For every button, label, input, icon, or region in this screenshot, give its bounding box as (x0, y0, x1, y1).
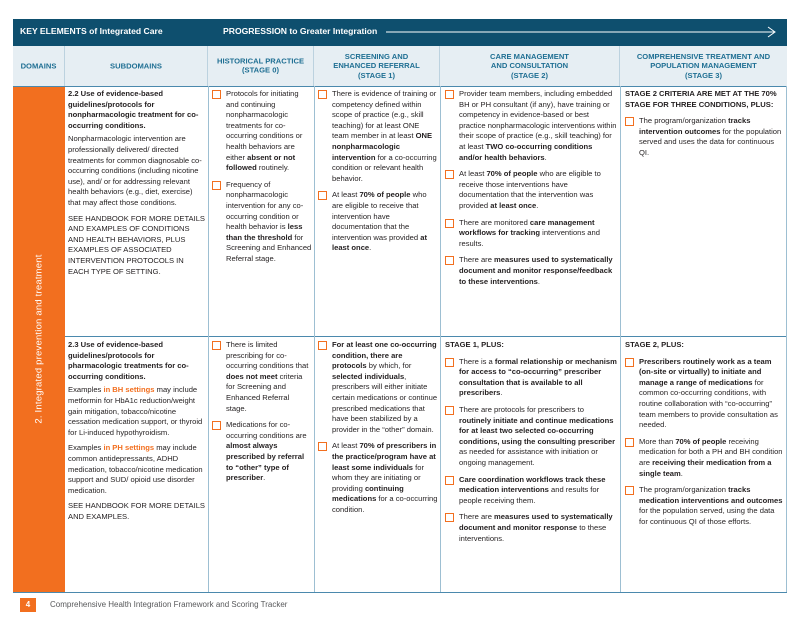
checkbox[interactable] (318, 442, 327, 451)
criterion-item: Protocols for initiating and continuing nonpharmacologic treatments for co-occurring conditions or health behaviors are either absent or not followed routinely. (212, 89, 312, 174)
subdomain-title: 2.3 Use of evidence-based guidelines/protocols for pharmacologic treatments for co-occurring conditions. (68, 340, 189, 381)
row-divider (65, 336, 787, 337)
checkbox[interactable] (212, 341, 221, 350)
checkbox[interactable] (445, 256, 454, 265)
stage3-cell-2-2 (625, 89, 784, 165)
stage0-cell-2-2 (212, 89, 312, 271)
criterion-item: For at least one co-occurring condition, there are protocols by which, for selected individuals, prescribers will either initiate certain medications or continue prescribed medications that have been stabilized by a provider in the “other” domain. (318, 340, 438, 435)
subdomain-2-2 (68, 89, 205, 282)
subdomain-title: 2.2 Use of evidence-based guidelines/protocols for nonpharmacologic treatment for co-occurring conditions. (68, 89, 199, 130)
criterion-item: There is evidence of training or competency defined within scope of practice (e.g., skill teaching) for at least ONE team member in at least ONE nonpharmacologic intervention for a co-occurring condition or relevant health behavior. (318, 89, 438, 184)
criterion-item: More than 70% of people receiving medication for both a PH and BH condition are receiving their medication from a single team. (625, 437, 784, 479)
checkbox[interactable] (212, 421, 221, 430)
page-number: 4 (20, 598, 36, 612)
stage1-cell-2-3 (318, 340, 438, 522)
subdomain-2-3 (68, 340, 205, 528)
column-divider (786, 86, 787, 592)
domain-label: 2. Integrated prevention and treatment (33, 254, 45, 424)
checkbox[interactable] (445, 170, 454, 179)
criterion-item: At least 70% of people who are eligible to receive that intervention have documentation that the intervention was provided at least once. (318, 190, 438, 254)
subdomain-note: SEE HANDBOOK FOR MORE DETAILS AND EXAMPLES OF CONDITIONS AND HEALTH BEHAVIORS, PLUS EXAMPLES OF ASSOCIATED INTERVENTION PROTOCOLS IN EACH TYPE OF SETTING. (68, 213, 205, 276)
header-stage1: SCREENING AND ENHANCED REFERRAL (STAGE 1) (314, 46, 440, 86)
criterion-item: There are monitored care management workflows for tracking interventions and results. (445, 218, 617, 250)
checkbox[interactable] (625, 117, 634, 126)
header-stage2: CARE MANAGEMENT AND CONSULTATION (STAGE 2) (440, 46, 620, 86)
subdomain-description: Nonpharmacologic intervention are professionally delivered/ directed treatments for common diagnosable co-occurring conditions (including nicotine use), and/ or for addressing relevant health behaviors (e.g., diet, exercise) that may affect those conditions. (68, 134, 202, 207)
stage2-cell-2-2 (445, 89, 617, 293)
domain-band (13, 86, 65, 592)
stage-lead: STAGE 2, PLUS: (625, 340, 684, 349)
criterion-item: At least 70% of people who are eligible to receive those interventions have documentation that the intervention was provided at least once. (445, 169, 617, 211)
checkbox[interactable] (445, 358, 454, 367)
header-domains: DOMAINS (13, 46, 65, 86)
checkbox[interactable] (625, 486, 634, 495)
checkbox[interactable] (445, 90, 454, 99)
checkbox[interactable] (445, 513, 454, 522)
criterion-item: Frequency of nonpharmacologic intervention for any co-occurring condition or health behavior is less than the threshold for Screening and Enhanced Referral stage. (212, 180, 312, 265)
subdomain-example-ph: Examples in PH settings may include common antidepressants, ADHD medication, tobacco/nicotine medication support and SUD/ opioid use disorder medication. (68, 443, 203, 495)
criterion-item: There are measures used to systematically document and monitor response/feedback to these interventions. (445, 255, 617, 287)
stage2-cell-2-3 (445, 340, 617, 550)
criterion-item: Care coordination workflows track these medication interventions and results for people receiving them. (445, 475, 617, 507)
criterion-item: There are protocols for prescribers to routinely initiate and continue medications for at least two selected co-occurring conditions, using the consulting prescriber as needed for assistance with initiation or ongoing management. (445, 405, 617, 469)
checkbox[interactable] (445, 406, 454, 415)
subdomain-note: SEE HANDBOOK FOR MORE DETAILS AND EXAMPLES. (68, 501, 205, 521)
subdomain-example-bh: Examples in BH settings may include metformin for HbA1c reduction/weight gain mitigation, tobacco/nicotine cessation medication support, or thyroid for Li-induced hypothyroidism. (68, 385, 203, 437)
footer-title: Comprehensive Health Integration Framework and Scoring Tracker (50, 600, 288, 609)
progression-banner (13, 19, 787, 46)
row-divider (13, 592, 787, 593)
stage1-cell-2-2 (318, 89, 438, 260)
stage-lead: STAGE 2 CRITERIA ARE MET AT THE 70% STAGE FOR THREE CONDITIONS, PLUS: (625, 89, 777, 109)
header-subdomains: SUBDOMAINS (65, 46, 208, 86)
checkbox[interactable] (212, 181, 221, 190)
checkbox[interactable] (625, 438, 634, 447)
progression-title: PROGRESSION to Greater Integration (223, 26, 378, 36)
header-stage0: HISTORICAL PRACTICE (STAGE 0) (208, 46, 314, 86)
column-divider (208, 86, 209, 592)
stage0-cell-2-3 (212, 340, 312, 490)
criterion-item: Provider team members, including embedded BH or PH consultant (if any), have training or competency in evidence-based or best practice nonpharmacologic interventions within their scope of practice (e.g., skill teaching) for at least TWO co-occurring conditions and/or health behaviors. (445, 89, 617, 163)
criterion-item: The program/organization tracks medication interventions and outcomes for the population served, using the data for continuous QI of those efforts. (625, 485, 784, 527)
criterion-item: There are measures used to systematically document and monitor response to these interventions. (445, 512, 617, 544)
stage-lead: STAGE 1, PLUS: (445, 340, 504, 349)
criterion-item: There is limited prescribing for co-occurring conditions that does not meet criteria for Screening and Enhanced Referral stage. (212, 340, 312, 414)
criterion-item: There is a formal relationship or mechanism for access to “co-occurring” prescriber consultation that is available to all prescribers. (445, 357, 617, 399)
checkbox[interactable] (445, 219, 454, 228)
checkbox[interactable] (625, 358, 634, 367)
stage3-cell-2-3 (625, 340, 784, 534)
checkbox[interactable] (318, 191, 327, 200)
row-divider (13, 86, 787, 87)
criterion-item: Prescribers routinely work as a team (on-site or virtually) to initiate and manage a range of medications for common co-occurring conditions, with routine collaboration with “co-occurring” team members to provide consultation as needed. (625, 357, 784, 431)
checkbox[interactable] (445, 476, 454, 485)
key-elements-title: KEY ELEMENTS of Integrated Care (20, 26, 163, 36)
progression-arrow-icon (386, 25, 778, 39)
criterion-item: Medications for co-occurring conditions are almost always prescribed by referral to “other” type of prescriber. (212, 420, 312, 484)
column-divider (620, 86, 621, 592)
checkbox[interactable] (318, 341, 327, 350)
checkbox[interactable] (318, 90, 327, 99)
header-stage3: COMPREHENSIVE TREATMENT AND POPULATION MANAGEMENT (STAGE 3) (620, 46, 787, 86)
checkbox[interactable] (212, 90, 221, 99)
criterion-item: The program/organization tracks intervention outcomes for the population served and uses the data for continuous QI. (625, 116, 784, 158)
column-divider (314, 86, 315, 592)
criterion-item: At least 70% of prescribers in the practice/program have at least some individuals for whom they are initiating or providing continuing medications for a co-occurring condition. (318, 441, 438, 515)
column-divider (440, 86, 441, 592)
